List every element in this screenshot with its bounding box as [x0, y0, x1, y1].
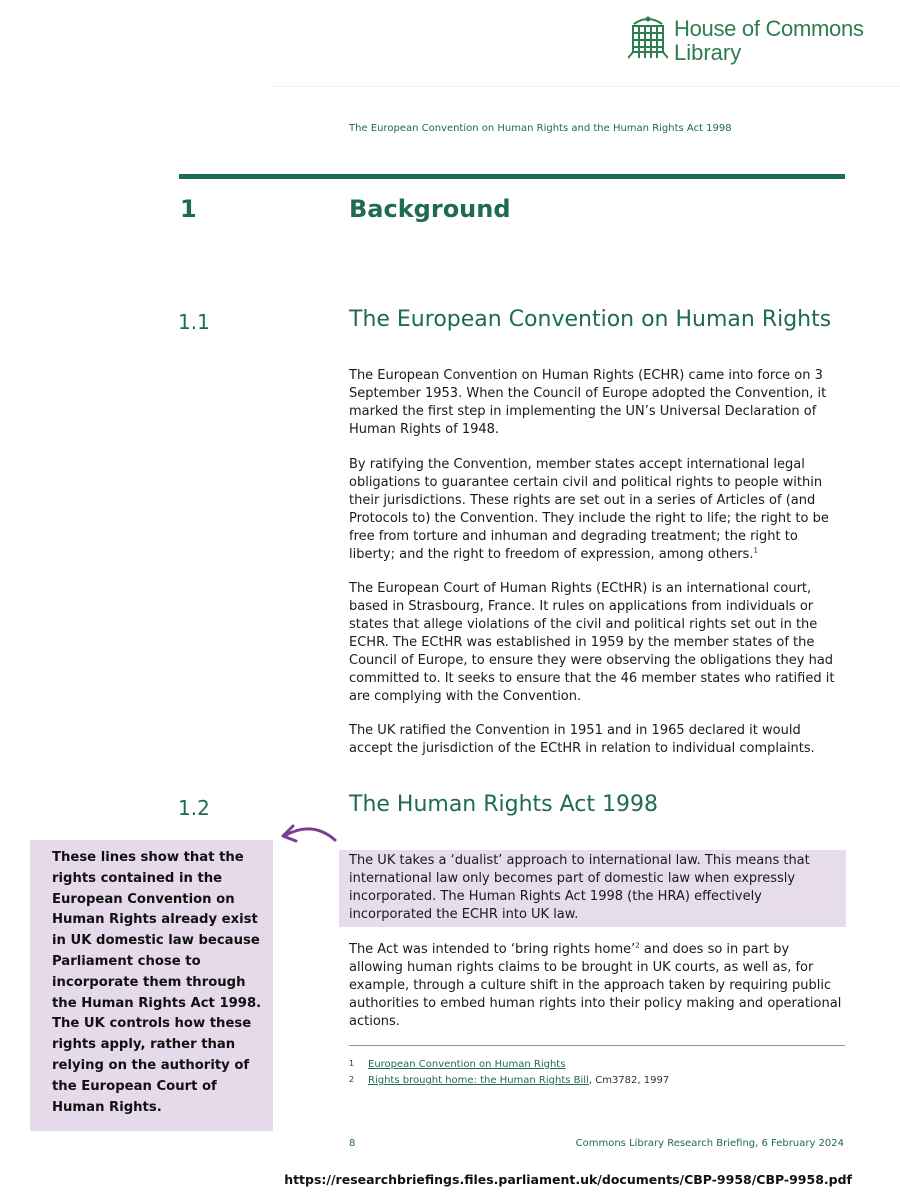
footnote-1 [349, 1059, 565, 1070]
section-title-1-1: The European Convention on Human Rights [349, 307, 832, 332]
chapter-number: 1 [180, 195, 197, 223]
paragraph-bring-rights-home: The Act was intended to ‘bring rights home’$^2$ and does so in part by allowing human rights claims to be brought in UK courts, as well as, for example, through a culture shift in the approach taken by requiring public authorities to embed human rights into their policy making and operational actions. [349, 941, 842, 1029]
paragraph-echr-intro: The European Convention on Human Rights (ECHR) came into force on 3 September 1953. When the Council of Europe adopted the Convention, it marked the first step in implementing the UN’s Universal Declaration of Human Rights of 1948. [349, 368, 827, 437]
footnote-number: 1 [349, 1059, 355, 1068]
footnote-2 [349, 1075, 669, 1086]
footnote-ref-1[interactable]: 1 [753, 546, 758, 555]
portcullis-icon [628, 14, 668, 62]
source-url[interactable]: https://researchbriefings.files.parliament.uk/documents/CBP-9958/CBP-9958.pdf [284, 1172, 852, 1187]
logo-title: House of Commons [674, 16, 864, 41]
footnote-divider [349, 1045, 845, 1046]
page-number: 8 [349, 1138, 356, 1149]
section-number-1-2: 1.2 [178, 796, 210, 820]
chapter-title: Background [349, 195, 511, 223]
paragraph-uk-ratified: The UK ratified the Convention in 1951 and in 1965 declared it would accept the jurisdiction of the ECtHR in relation to individual complaints. [349, 723, 815, 756]
paragraph-dualist-highlighted: The UK takes a ‘dualist’ approach to international law. This means that international law only becomes part of domestic law when expressly incorporated. The Human Rights Act 1998 (the HRA) effectively incorporated the ECHR into UK law. [349, 853, 810, 922]
house-of-commons-library-logo [628, 14, 878, 70]
footnote-link-rights-brought-home[interactable]: Rights brought home: the Human Rights Bill [368, 1075, 589, 1086]
briefing-info: Commons Library Research Briefing, 6 February 2024 [575, 1138, 844, 1149]
annotation-arrow-icon [278, 820, 340, 850]
logo-subtitle: Library [674, 40, 742, 65]
section-title-1-2: The Human Rights Act 1998 [349, 792, 658, 817]
footnote-ref-2[interactable]: 2 [635, 941, 640, 950]
annotation-callout: These lines show that the rights contained in the European Convention on Human Rights already exist in UK domestic law because Parliament chose to incorporate them through the Human Rights Act 1998. The UK controls how these rights apply, rather than relying on the authority of the European Court of Human Rights. [30, 840, 273, 1131]
footnote-link-echr[interactable]: European Convention on Human Rights [368, 1059, 566, 1070]
paragraph-ratification: By ratifying the Convention, member states accept international legal obligations to guarantee certain civil and political rights to people within their jurisdictions. These rights are set out in a series of Articles of (and Protocols to) the Convention. They include the right to life; the right to be free from torture and inhuman and degrading treatment; the right to liberty; and the right to freedom of expression, among others.$^1$ [349, 457, 829, 562]
chapter-rule [179, 174, 845, 179]
footnote-number: 2 [349, 1075, 355, 1084]
paragraph-ecthr: The European Court of Human Rights (ECtHR) is an international court, based in Strasbourg, France. It rules on applications from individuals or states that allege violations of the civil and political rights set out in the ECHR. The ECtHR was established in 1959 by the member states of the Council of Europe, to ensure they were observing the obligations they had committed to. It seeks to ensure that the 46 member states who ratified it are complying with the Convention. [349, 581, 835, 704]
running-head: The European Convention on Human Rights and the Human Rights Act 1998 [349, 123, 732, 134]
footnote-citation: , Cm3782, 1997 [588, 1075, 670, 1086]
section-number-1-1: 1.1 [178, 310, 210, 334]
top-divider [272, 86, 900, 87]
